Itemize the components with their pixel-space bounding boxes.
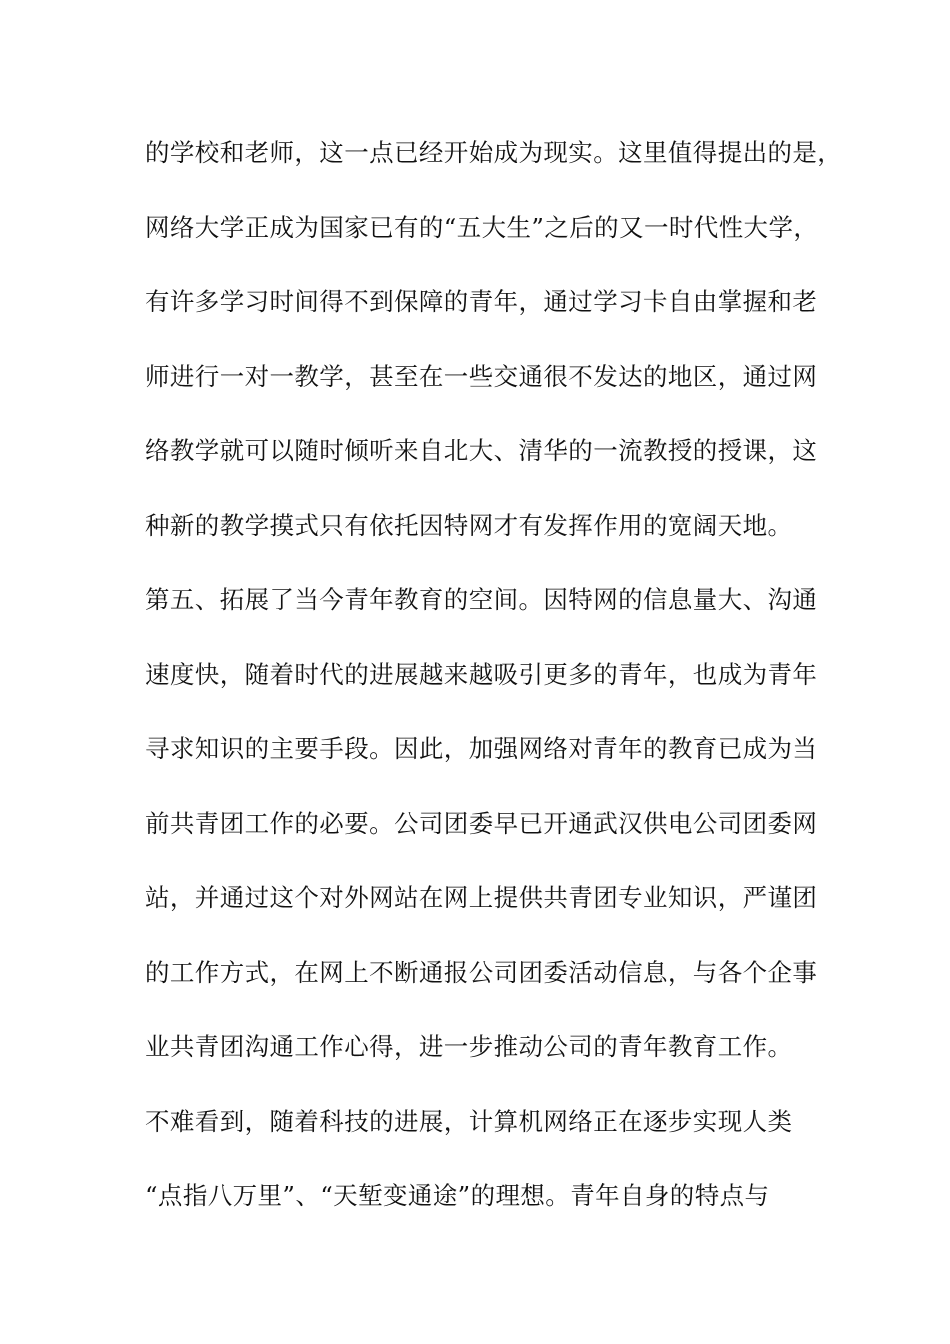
text-line: 前共青团工作的必要。公司团委早已开通武汉供电公司团委网	[145, 808, 818, 838]
text-line: 的学校和老师，这一点已经开始成为现实。这里值得提出的是，	[145, 138, 843, 167]
text-line: 有许多学习时间得不到保障的青年，通过学习卡自由掌握和老	[145, 287, 818, 316]
text-line: 的工作方式，在网上不断通报公司团委活动信息，与各个企事	[145, 957, 818, 987]
text-line: 站，并通过这个对外网站在网上提供共青团专业知识，严谨团	[145, 883, 818, 912]
text-line: 络教学就可以随时倾听来自北大、清华的一流教授的授课，这	[145, 436, 818, 465]
text-line: 种新的教学摸式只有依托因特网才有发挥作用的宽阔天地。	[145, 510, 793, 540]
text-line: 业共青团沟通工作心得，进一步推动公司的青年教育工作。	[145, 1032, 793, 1061]
text-line: 不难看到，随着科技的进展，计算机网络正在逐步实现人类	[145, 1106, 793, 1136]
text-line: 网络大学正成为国家已有的“五大生”之后的又一时代性大学，	[145, 212, 819, 242]
text-line: 寻求知识的主要手段。因此，加强网络对青年的教育已成为当	[145, 734, 818, 763]
text-line: 速度快，随着时代的进展越来越吸引更多的青年，也成为青年	[145, 659, 818, 689]
body-text	[145, 128, 845, 1246]
text-line: “点指八万里”、“天堑变通途”的理想。青年自身的特点与	[145, 1181, 770, 1210]
text-line: 师进行一对一教学，甚至在一些交通很不发达的地区，通过网	[145, 361, 818, 391]
text-line: 第五、拓展了当今青年教育的空间。因特网的信息量大、沟通	[145, 585, 818, 614]
